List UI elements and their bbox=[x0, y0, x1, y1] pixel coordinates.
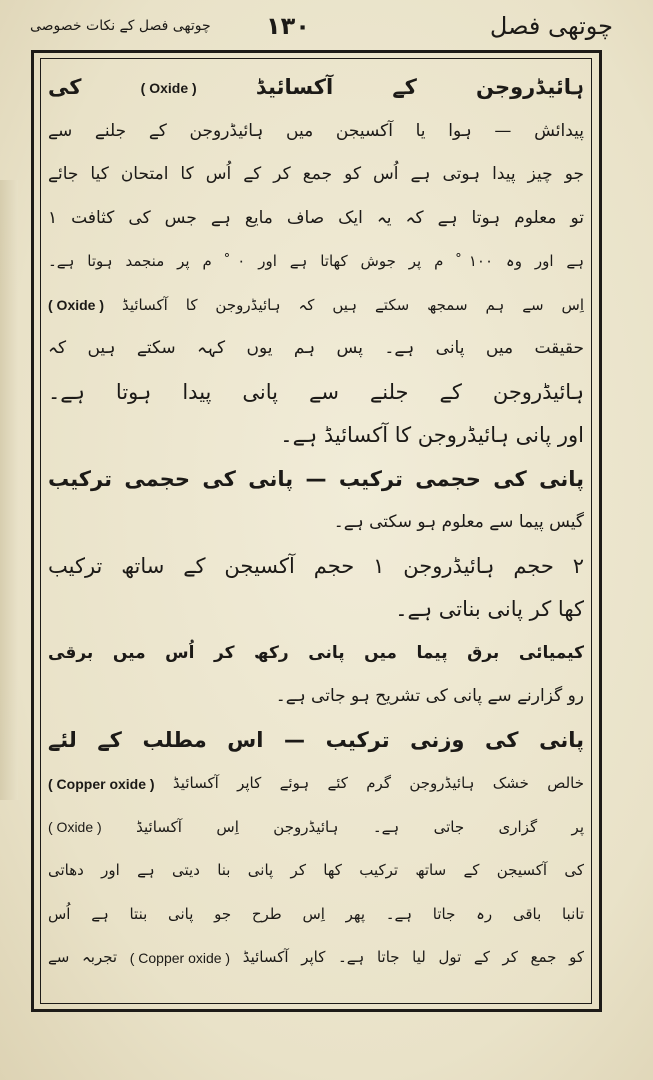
english-term: ( Oxide ) bbox=[48, 819, 102, 835]
text-line bbox=[48, 936, 584, 980]
line-text: کھا کر پانی بناتی ہے۔ bbox=[395, 597, 584, 621]
english-term: ( Oxide ) bbox=[140, 80, 197, 96]
text-line bbox=[48, 371, 584, 415]
line-text: پر گزاری جاتی ہے۔ ہائیڈروجن اِس آکسائیڈ bbox=[136, 817, 584, 836]
text-line bbox=[48, 501, 584, 545]
line-text: خالص خشک ہائیڈروجن گرم کئے ہوئے کاپر آکسائیڈ bbox=[172, 774, 584, 792]
line-text: تانبا باقی رہ جاتا ہے۔ پھر اِس طرح جو پانی بنتا ہے اُس bbox=[48, 904, 584, 923]
text-line bbox=[48, 893, 584, 937]
line-text: پانی کی وزنی ترکیب — اس مطلب کے لئے bbox=[48, 727, 584, 752]
line-text: تو معلوم ہوتا ہے کہ یہ ایک صاف مایع ہے جس کی کثافت ۱ bbox=[48, 207, 584, 228]
line-text: ہائیڈروجن کے آکسائیڈ bbox=[255, 75, 584, 99]
text-line bbox=[48, 240, 584, 284]
line-text: اور پانی ہائیڈروجن کا آکسائیڈ ہے۔ bbox=[280, 423, 584, 447]
chapter-heading: چوتھی فصل bbox=[489, 12, 613, 40]
page-binding-shadow bbox=[0, 180, 18, 800]
line-text: پانی کی حجمی ترکیب — پانی کی حجمی ترکیب bbox=[48, 466, 584, 491]
line-text: ہے اور وہ ۱۰۰ ْ م پر جوش کھاتا ہے اور ۰ ْ م پر منجمد ہوتا ہے۔ bbox=[48, 252, 584, 270]
page-header bbox=[30, 6, 613, 46]
line-text: جو چیز پیدا ہوتی ہے اُس کو جمع کر کے اُس کا امتحان کیا جائے bbox=[48, 164, 584, 184]
text-line bbox=[48, 675, 584, 719]
text-line bbox=[48, 545, 584, 589]
text-line bbox=[48, 458, 584, 502]
line-text: کی bbox=[48, 75, 82, 99]
line-text: اِس سے ہم سمجھ سکتے ہیں کہ ہائیڈروجن کا آکسائیڈ bbox=[121, 295, 584, 314]
body-text bbox=[48, 66, 584, 980]
text-line bbox=[48, 849, 584, 893]
english-term: ( Copper oxide ) bbox=[129, 949, 231, 966]
line-text: کیمیائی برق پیما میں پانی رکھ کر اُس میں برقی bbox=[48, 642, 584, 663]
line-text: حقیقت میں پانی ہے۔ پس ہم یوں کہہ سکتے ہیں کہ bbox=[48, 338, 584, 358]
text-line bbox=[48, 153, 584, 197]
text-line bbox=[48, 762, 584, 806]
text-line bbox=[48, 414, 584, 458]
line-text: پیدائش — ہوا یا آکسیجن میں ہائیڈروجن کے جلنے سے bbox=[48, 120, 584, 141]
text-line bbox=[48, 66, 584, 110]
line-text: رو گزارنے سے پانی کی تشریح ہو جاتی ہے۔ bbox=[275, 686, 584, 706]
line-text: ہائیڈروجن کے جلنے سے پانی پیدا ہوتا ہے۔ bbox=[48, 379, 584, 404]
english-term: ( Oxide ) bbox=[48, 297, 105, 313]
line-text: کی آکسیجن کے ساتھ ترکیب کھا کر پانی بنا دیتی ہے اور دھاتی bbox=[48, 861, 584, 879]
text-line bbox=[48, 632, 584, 676]
text-line bbox=[48, 719, 584, 763]
page-number: ۱۳۰ bbox=[266, 12, 310, 40]
line-text: ۲ حجم ہائیڈروجن ۱ حجم آکسیجن کے ساتھ ترکیب bbox=[48, 553, 584, 578]
text-line bbox=[48, 284, 584, 328]
line-text: کو جمع کر کے تول لیا جاتا ہے۔ کاپر آکسائیڈ bbox=[242, 948, 584, 966]
line-text: تجربہ سے bbox=[48, 948, 118, 966]
text-line bbox=[48, 806, 584, 850]
english-term: ( Copper oxide ) bbox=[48, 775, 155, 792]
text-line bbox=[48, 197, 584, 241]
text-line bbox=[48, 327, 584, 371]
text-line bbox=[48, 588, 584, 632]
line-text: گیس پیما سے معلوم ہو سکتی ہے۔ bbox=[333, 512, 584, 532]
running-title: چوتھی فصل کے نکات خصوصی bbox=[30, 18, 211, 34]
text-line bbox=[48, 110, 584, 154]
